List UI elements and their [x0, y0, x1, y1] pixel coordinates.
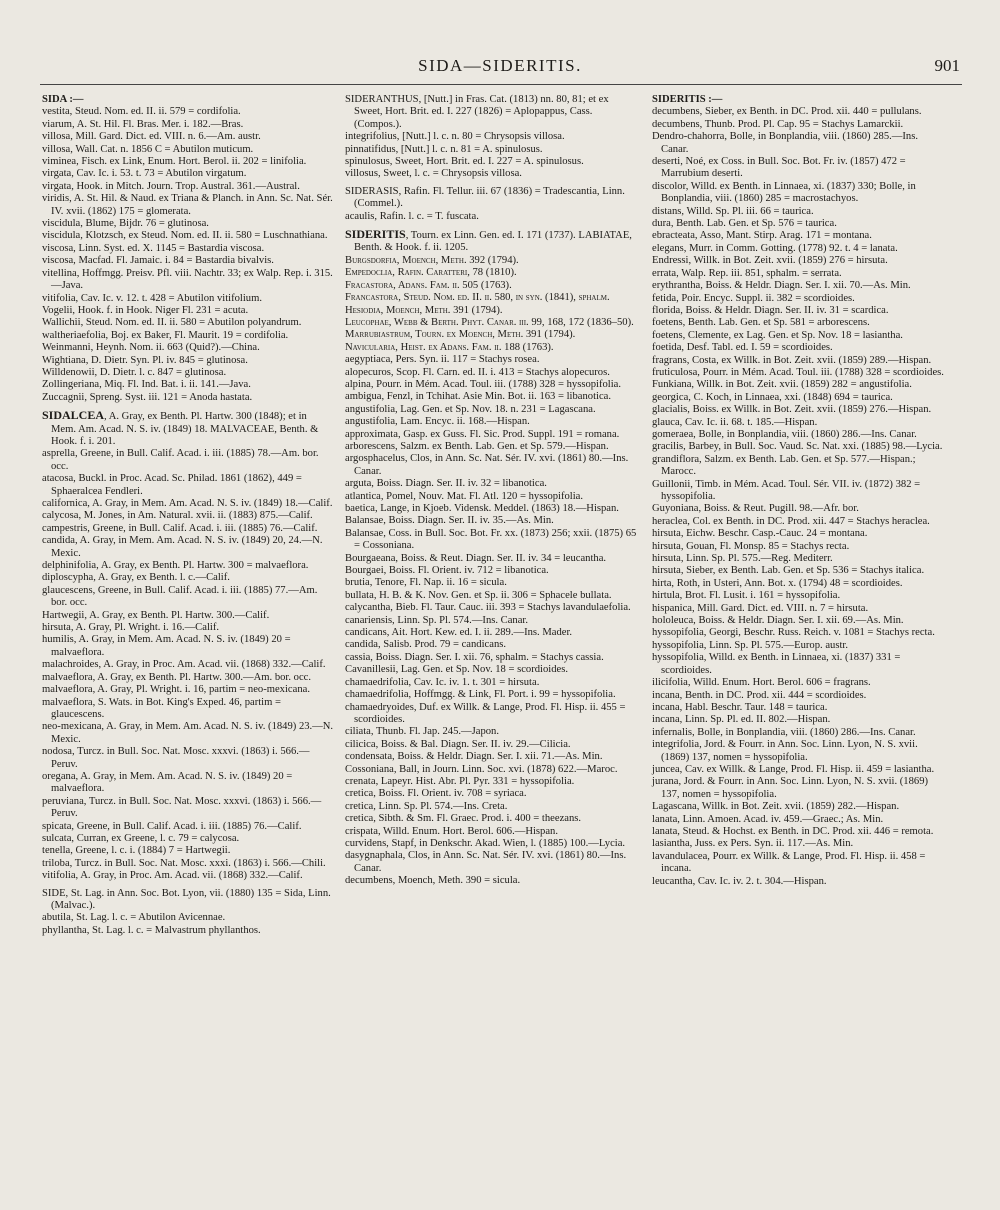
- list-item: arguta, Boiss. Diagn. Ser. II. iv. 32 = libanotica.: [345, 478, 547, 490]
- list-item: erythrantha, Boiss. & Heldr. Diagn. Ser. I. xii. 70.—As. Min.: [652, 280, 911, 292]
- list-item: hyssopifolia, Georgi, Beschr. Russ. Reich. v. 1081 = Stachys recta.: [652, 627, 935, 639]
- list-item: deserti, Noé, ex Coss. in Bull. Soc. Bot. Fr. iv. (1857) 472 = Marrubium deserti.: [652, 156, 906, 180]
- list-item: florida, Boiss. & Heldr. Diagn. Ser. II. iv. 31 = scardica.: [652, 304, 889, 316]
- list-item: hirsuta, Eichw. Beschr. Casp.-Cauc. 24 = montana.: [652, 528, 868, 540]
- list-item: hispanica, Mill. Gard. Dict. ed. VIII. n. 7 = hirsuta.: [652, 602, 869, 614]
- list-item: dasygnaphala, Clos, in Ann. Sc. Nat. Sér. IV. xvi. (1861) 80.—Ins. Canar.: [345, 850, 627, 874]
- list-item: hirtula, Brot. Fl. Lusit. i. 161 = hyssopifolia.: [652, 590, 841, 602]
- list-item: Dendro-chahorra, Bolle, in Bonplandia, viii. (1860) 285.—Ins. Canar.: [652, 131, 918, 155]
- list-item: lasiantha, Juss. ex Pers. Syn. ii. 117.—As. Min.: [652, 838, 854, 850]
- genus-entry: [345, 228, 637, 255]
- list-item: fetida, Poir. Encyc. Suppl. ii. 382 = scordioides.: [652, 292, 855, 304]
- list-item: villosa, Wall. Cat. n. 1856 C = Abutilon muticum.: [42, 143, 254, 155]
- list-item: Vogelii, Hook. f. in Hook. Niger Fl. 231 = acuta.: [42, 304, 249, 316]
- list-item: gracilis, Barbey, in Bull. Soc. Vaud. Sc. Nat. xxi. (1885) 98.—Lycia.: [652, 441, 943, 453]
- list-item: canariensis, Linn. Sp. Pl. 574.—Ins. Canar.: [345, 614, 529, 626]
- list-item: leucantha, Cav. Ic. iv. 2. t. 304.—Hispan.: [652, 875, 827, 887]
- genus-text: , Tourn. ex Linn. Gen. ed. I. 171 (1737). LABIATAE, Benth. & Hook. f. ii. 1205.: [354, 230, 632, 254]
- list-item: vitifolia, Cav. Ic. v. 12. t. 428 = Abutilon vitifolium.: [42, 292, 262, 304]
- list-item: Willdenowii, D. Dietr. l. c. 847 = glutinosa.: [42, 366, 227, 378]
- list-item: hyssopifolia, Willd. ex Benth. in Linnaea, xi. (1837) 331 = scordioides.: [652, 652, 901, 676]
- list-item: ebracteata, Asso, Mant. Stirp. Arag. 171 = montana.: [652, 230, 872, 242]
- list-item: lanata, Steud. & Hochst. ex Benth. in DC. Prod. xii. 446 = remota.: [652, 825, 934, 837]
- list-item: ilicifolia, Willd. Enum. Hort. Berol. 606 = fragrans.: [652, 677, 871, 689]
- column-heading: SIDA :—: [42, 94, 84, 105]
- list-item: hirta, Roth, in Usteri, Ann. Bot. x. (1794) 48 = scordioides.: [652, 577, 903, 589]
- list-item: virgata, Hook. in Mitch. Journ. Trop. Austral. 361.—Austral.: [42, 180, 300, 192]
- list-item: curvidens, Stapf, in Denkschr. Akad. Wien, l. (1885) 100.—Lycia.: [345, 837, 626, 849]
- list-item: virgata, Cav. Ic. i. 53. t. 73 = Abutilon virgatum.: [42, 168, 247, 180]
- list-item: atacosa, Buckl. in Proc. Acad. Sc. Philad. 1861 (1862), 449 = Sphaeralcea Fendleri.: [42, 473, 302, 497]
- list-item: malvaeflora, A. Gray, ex Benth. Pl. Hartw. 300.—Am. bor. occ.: [42, 671, 311, 683]
- list-item: spicata, Greene, in Bull. Calif. Acad. i. iii. (1885) 76.—Calif.: [42, 820, 302, 832]
- list-item: alopecuros, Scop. Fl. Carn. ed. II. i. 413 = Stachys alopecuros.: [345, 366, 610, 378]
- list-item: Hartwegii, A. Gray, ex Benth. Pl. Hartw. 300.—Calif.: [42, 609, 270, 621]
- list-item: hirsuta, Linn. Sp. Pl. 575.—Reg. Mediterr.: [652, 553, 833, 565]
- list-item: candida, A. Gray, in Mem. Am. Acad. N. S. iv. (1849) 20, 24.—N. Mexic.: [42, 535, 323, 559]
- list-item: neo-mexicana, A. Gray, in Mem. Am. Acad. N. S. iv. (1849) 23.—N. Mexic.: [42, 721, 334, 745]
- list-item: Burgsdorfia, Moench, Meth. 392 (1794).: [345, 254, 519, 266]
- list-item: hirsuta, Gouan, Fl. Monsp. 85 = Stachys recta.: [652, 540, 850, 552]
- list-item: villosa, Mill. Gard. Dict. ed. VIII. n. 6.—Am. austr.: [42, 131, 261, 143]
- header-rule: [40, 84, 962, 85]
- list-item: pinnatifidus, [Nutt.] l. c. n. 81 = A. spinulosus.: [345, 143, 543, 155]
- list-item: crispata, Willd. Enum. Hort. Berol. 606.—Hispan.: [345, 825, 558, 837]
- list-item: arborescens, Salzm. ex Benth. Lab. Gen. et Sp. 579.—Hispan.: [345, 440, 609, 452]
- list-item: jurana, Jord. & Fourr. in Ann. Soc. Linn. Lyon, N. S. xvii. (1869) 137, nomen = hyssopifolia.: [652, 776, 929, 800]
- list-item: hirsuta, Sieber, ex Benth. Lab. Gen. et Sp. 536 = Stachys italica.: [652, 565, 925, 577]
- list-item: Guyoniana, Boiss. & Reut. Pugill. 98.—Afr. bor.: [652, 503, 859, 515]
- genus-text: , A. Gray, ex Benth. Pl. Hartw. 300 (1848); et in Mem. Am. Acad. N. S. iv. (1849) 18. MALVACEAE, Benth. & Hook. f. i. 201.: [51, 411, 319, 447]
- page-header: [0, 56, 1000, 80]
- list-item: diploscypha, A. Gray, ex Benth. l. c.—Calif.: [42, 572, 230, 584]
- list-item: incana, Benth. in DC. Prod. xii. 444 = scordioides.: [652, 689, 867, 701]
- list-item: argosphacelus, Clos, in Ann. Sc. Nat. Sér. IV. xvi. (1861) 80.—Ins. Canar.: [345, 453, 629, 477]
- list-item: hirsuta, A. Gray, Pl. Wright. i. 16.—Calif.: [42, 622, 220, 634]
- list-item: viridis, A. St. Hil. & Naud. ex Triana & Planch. in Ann. Sc. Nat. Sér. IV. xvii. (1862) 175 = glomerata.: [42, 193, 333, 217]
- list-item: bullata, H. B. & K. Nov. Gen. et Sp. ii. 306 = Sphacele bullata.: [345, 589, 612, 601]
- list-item: vitellina, Hoffmgg. Preisv. Pfl. viii. Nachtr. 33; ex Walp. Rep. i. 315.—Java.: [42, 267, 333, 292]
- list-item: cassia, Boiss. Diagn. Ser. I. xii. 76, sphalm. = Stachys cassia.: [345, 651, 604, 663]
- list-item: lanata, Linn. Amoen. Acad. iv. 459.—Graec.; As. Min.: [652, 813, 884, 825]
- list-item: peruviana, Turcz. in Bull. Soc. Nat. Mosc. xxxvi. (1863) i. 566.—Peruv.: [42, 795, 322, 820]
- list-item: vitifolia, A. Gray, in Proc. Am. Acad. vii. (1868) 332.—Calif.: [42, 870, 303, 882]
- list-item: vestita, Steud. Nom. ed. II. ii. 579 = cordifolia.: [42, 106, 241, 118]
- list-item: phyllantha, St. Lag. l. c. = Malvastrum phyllanthos.: [42, 924, 261, 936]
- list-item: approximata, Gasp. ex Guss. Fl. Sic. Prod. Suppl. 191 = romana.: [345, 428, 620, 440]
- list-item: candida, Salisb. Prod. 79 = candicans.: [345, 639, 507, 651]
- list-item: Cossoniana, Ball, in Journ. Linn. Soc. xvi. (1878) 622.—Maroc.: [345, 763, 618, 775]
- list-item: Cavanillesii, Lag. Gen. et Sp. Nov. 18 = scordioides.: [345, 664, 569, 676]
- column-heading: SIDERITIS :—: [652, 94, 723, 105]
- list-item: malvaeflora, S. Wats. in Bot. King's Exped. 46, partim = glaucescens.: [42, 696, 281, 720]
- list-item: nodosa, Turcz. in Bull. Soc. Nat. Mosc. xxxvi. (1863) i. 566.—Peruv.: [42, 746, 310, 770]
- list-item: viarum, A. St. Hil. Fl. Bras. Mer. i. 182.—Bras.: [42, 118, 244, 130]
- genus-entry: [42, 409, 334, 448]
- list-item: fruticulosa, Pourr. in Mém. Acad. Toul. iii. (1788) 328 = scordioides.: [652, 366, 944, 378]
- list-item: calycantha, Bieb. Fl. Taur. Cauc. iii. 393 = Stachys lavandulaefolia.: [345, 602, 631, 614]
- list-item: villosus, Sweet, l. c. = Chrysopsis villosa.: [345, 168, 522, 180]
- list-item: glacialis, Boiss. ex Willk. in Bot. Zeit. xvii. (1859) 276.—Hispan.: [652, 404, 932, 416]
- list-item: spinulosus, Sweet, Hort. Brit. ed. I. 227 = A. spinulosus.: [345, 156, 584, 168]
- list-item: ambigua, Fenzl, in Tchihat. Asie Min. Bot. ii. 163 = libanotica.: [345, 391, 612, 403]
- list-item: fragrans, Costa, ex Willk. in Bot. Zeit. xvii. (1859) 289.—Hispan.: [652, 354, 932, 366]
- list-item: chamaedrifolia, Hoffmgg. & Link, Fl. Port. i. 99 = hyssopifolia.: [345, 689, 616, 701]
- list-item: Leucophae, Webb & Berth. Phyt. Canar. iii. 99, 168, 172 (1836–50).: [345, 316, 634, 328]
- list-item: delphinifolia, A. Gray, ex Benth. Pl. Hartw. 300 = malvaeflora.: [42, 560, 309, 572]
- list-item: georgica, C. Koch, in Linnaea, xxi. (1848) 694 = taurica.: [652, 391, 893, 403]
- list-item: Wightiana, D. Dietr. Syn. Pl. iv. 845 = glutinosa.: [42, 354, 248, 366]
- list-item: Zuccagnii, Spreng. Syst. iii. 121 = Anoda hastata.: [42, 391, 253, 403]
- list-item: cilicica, Boiss. & Bal. Diagn. Ser. II. iv. 29.—Cilicia.: [345, 738, 571, 750]
- list-item: hololeuca, Boiss. & Heldr. Diagn. Ser. I. xii. 69.—As. Min.: [652, 615, 904, 627]
- entry-list: [345, 94, 637, 181]
- list-item: gomeraea, Bolle, in Bonplandia, viii. (1860) 286.—Ins. Canar.: [652, 428, 917, 440]
- list-item: viscosa, Macfad. Fl. Jamaic. i. 84 = Bastardia bivalvis.: [42, 255, 274, 267]
- list-item: discolor, Willd. ex Benth. in Linnaea, xi. (1837) 330; Bolle, in Bonplandia, viii. (1860) 285 = macrostachyos.: [652, 180, 916, 205]
- list-item: Bourgaei, Boiss. Fl. Orient. iv. 712 = libanotica.: [345, 565, 549, 577]
- list-item: atlantica, Pomel, Nouv. Mat. Fl. Atl. 120 = hyssopifolia.: [345, 490, 584, 502]
- list-item: Balansae, Coss. in Bull. Soc. Bot. Fr. xx. (1873) 256; xxii. (1875) 65 = Cossoniana.: [345, 527, 637, 552]
- list-item: ciliata, Thunb. Fl. Jap. 245.—Japon.: [345, 726, 499, 738]
- list-item: infernalis, Bolle, in Bonplandia, viii. (1860) 286.—Ins. Canar.: [652, 726, 916, 738]
- list-item: foetida, Desf. Tabl. ed. I. 59 = scordioides.: [652, 342, 833, 354]
- entry-list: [345, 186, 637, 223]
- synonym-list: [345, 255, 637, 354]
- list-item: malachroides, A. Gray, in Proc. Am. Acad. vii. (1868) 332.—Calif.: [42, 659, 326, 671]
- genus-heading: SIDALCEA: [42, 408, 105, 423]
- list-item: Funkiana, Willk. in Bot. Zeit. xvii. (1859) 282 = angustifolia.: [652, 379, 912, 391]
- list-item: hyssopifolia, Linn. Sp. Pl. 575.—Europ. austr.: [652, 639, 848, 651]
- column-3: [652, 94, 944, 888]
- page-number: 901: [934, 56, 960, 75]
- list-item: integrifolia, Jord. & Fourr. in Ann. Soc. Linn. Lyon, N. S. xvii. (1869) 137, nomen = hyssopifolia.: [652, 739, 918, 763]
- column-2: [345, 94, 637, 888]
- list-item: glauca, Cav. Ic. ii. 68. t. 185.—Hispan.: [652, 416, 818, 428]
- list-item: angustifolia, Lam. Encyc. ii. 168.—Hispan.: [345, 416, 530, 428]
- list-item: californica, A. Gray, in Mem. Am. Acad. N. S. iv. (1849) 18.—Calif.: [42, 498, 333, 509]
- list-item: Navicularia, Heist. ex Adans. Fam. ii. 188 (1763).: [345, 341, 554, 353]
- list-item: decumbens, Thunb. Prod. Pl. Cap. 95 = Stachys Lamarckii.: [652, 118, 904, 130]
- list-item: waltheriaefolia, Boj. ex Baker, Fl. Maurit. 19 = cordifolia.: [42, 329, 289, 341]
- list-item: Wallichii, Steud. Nom. ed. II. ii. 580 = Abutilon polyandrum.: [42, 317, 302, 329]
- list-item: alpina, Pourr. in Mém. Acad. Toul. iii. (1788) 328 = hyssopifolia.: [345, 378, 622, 390]
- list-item: cretica, Boiss. Fl. Orient. iv. 708 = syriaca.: [345, 788, 527, 800]
- list-item: Francastora, Steud. Nom. ed. II. ii. 580, in syn. (1841), sphalm.: [345, 292, 610, 304]
- list-item: heraclea, Col. ex Benth. in DC. Prod. xii. 447 = Stachys heraclea.: [652, 515, 930, 527]
- list-item: juncea, Cav. ex Willk. & Lange, Prod. Fl. Hisp. ii. 459 = lasiantha.: [652, 763, 935, 775]
- list-item: SIDE, St. Lag. in Ann. Soc. Bot. Lyon, vii. (1880) 135 = Sida, Linn. (Malvac.).: [42, 887, 331, 911]
- list-item: condensata, Boiss. & Heldr. Diagn. Ser. I. xii. 71.—As. Min.: [345, 751, 603, 763]
- list-item: campestris, Greene, in Bull. Calif. Acad. i. iii. (1885) 76.—Calif.: [42, 522, 318, 534]
- list-item: Balansae, Boiss. Diagn. Ser. II. iv. 35.—As. Min.: [345, 515, 554, 527]
- list-item: malvaeflora, A. Gray, Pl. Wright. i. 16, partim = neo-mexicana.: [42, 684, 310, 696]
- list-item: SIDERASIS, Rafin. Fl. Tellur. iii. 67 (1836) = Tradescantia, Linn. (Commel.).: [345, 185, 625, 210]
- list-item: oregana, A. Gray, in Mem. Am. Acad. N. S. iv. (1849) 20 = malvaeflora.: [42, 770, 293, 795]
- list-item: abutila, St. Lag. l. c. = Abutilon Avicennae.: [42, 912, 226, 924]
- column-1: [42, 94, 334, 937]
- list-item: crenata, Lapeyr. Hist. Abr. Pl. Pyr. 331 = hyssopifolia.: [345, 775, 575, 787]
- list-item: cretica, Sibth. & Sm. Fl. Graec. Prod. i. 400 = theezans.: [345, 813, 582, 825]
- list-item: glaucescens, Greene, in Bull. Calif. Acad. i. iii. (1885) 77.—Am. bor. occ.: [42, 584, 318, 609]
- entry-list: [42, 888, 334, 938]
- list-item: distans, Willd. Sp. Pl. iii. 66 = taurica.: [652, 205, 814, 217]
- list-item: incana, Linn. Sp. Pl. ed. II. 802.—Hispan.: [652, 714, 831, 726]
- list-item: dura, Benth. Lab. Gen. et Sp. 576 = taurica.: [652, 218, 837, 230]
- list-item: calycosa, M. Jones, in Am. Natural. xvii. ii. (1883) 875.—Calif.: [42, 510, 313, 522]
- list-item: Zollingeriana, Miq. Fl. Ind. Bat. i. ii. 141.—Java.: [42, 379, 251, 391]
- list-item: foetens, Benth. Lab. Gen. et Sp. 581 = arborescens.: [652, 317, 870, 329]
- list-item: Endressi, Willk. in Bot. Zeit. xvii. (1859) 276 = hirsuta.: [652, 255, 888, 267]
- list-item: Guillonii, Timb. in Mém. Acad. Toul. Sér. VII. iv. (1872) 382 = hyssopifolia.: [652, 478, 921, 502]
- list-item: integrifolius, [Nutt.] l. c. n. 80 = Chrysopsis villosa.: [345, 131, 565, 143]
- list-item: viscidula, Blume, Bijdr. 76 = glutinosa.: [42, 218, 209, 230]
- list-item: Lagascana, Willk. in Bot. Zeit. xvii. (1859) 282.—Hispan.: [652, 801, 900, 813]
- list-item: asprella, Greene, in Bull. Calif. Acad. i. iii. (1885) 78.—Am. bor. occ.: [42, 448, 319, 472]
- list-item: incana, Habl. Beschr. Taur. 148 = taurica.: [652, 701, 828, 713]
- list-item: Empedoclia, Rafin. Caratteri, 78 (1810).: [345, 267, 517, 279]
- entry-list: [345, 354, 637, 887]
- list-item: foetens, Clemente, ex Lag. Gen. et Sp. Nov. 18 = lasiantha.: [652, 329, 903, 341]
- list-item: decumbens, Moench, Meth. 390 = sicula.: [345, 875, 521, 887]
- list-item: aegyptiaca, Pers. Syn. ii. 117 = Stachys rosea.: [345, 354, 540, 366]
- list-item: acaulis, Rafin. l. c. = T. fuscata.: [345, 210, 479, 222]
- list-item: Hesiodia, Moench, Meth. 391 (1794).: [345, 304, 503, 316]
- list-item: Marrubiastrum, Tourn. ex Moench, Meth. 391 (1794).: [345, 329, 576, 341]
- list-item: viscidula, Klotzsch, ex Steud. Nom. ed. II. ii. 580 = Luschnathiana.: [42, 230, 328, 242]
- list-item: sulcata, Curran, ex Greene, l. c. 79 = calycosa.: [42, 832, 240, 844]
- list-item: brutia, Tenore, Fl. Nap. ii. 16 = sicula.: [345, 577, 507, 589]
- genus-heading: SIDERITIS: [345, 227, 406, 242]
- list-item: decumbens, Sieber, ex Benth. in DC. Prod. xii. 440 = pullulans.: [652, 106, 922, 118]
- list-item: SIDERANTHUS, [Nutt.] in Fras. Cat. (1813) nn. 80, 81; et ex Sweet, Hort. Brit. ed. I. 227 (1826) = Aplopappus, Cass. (Compos.).: [345, 94, 609, 130]
- running-title: SIDA—SIDERITIS.: [418, 56, 582, 75]
- list-item: chamaedryoides, Duf. ex Willk. & Lange, Prod. Fl. Hisp. ii. 455 = scordioides.: [345, 701, 626, 725]
- list-item: Bourgaeana, Boiss. & Reut. Diagn. Ser. II. iv. 34 = leucantha.: [345, 552, 607, 564]
- list-item: grandiflora, Salzm. ex Benth. Lab. Gen. et Sp. 577.—Hispan.; Marocc.: [652, 453, 916, 478]
- entry-list: [42, 448, 334, 882]
- list-item: baetica, Lange, in Kjoeb. Vidensk. Meddel. (1863) 18.—Hispan.: [345, 503, 619, 514]
- list-item: elegans, Murr. in Comm. Gotting. (1778) 92. t. 4 = lanata.: [652, 242, 898, 254]
- list-item: Weinmanni, Heynh. Nom. ii. 663 (Quid?).—China.: [42, 342, 260, 354]
- list-item: tenella, Greene, l. c. i. (1884) 7 = Hartwegii.: [42, 845, 231, 857]
- list-item: cretica, Linn. Sp. Pl. 574.—Ins. Creta.: [345, 800, 508, 812]
- entry-list: [42, 106, 334, 404]
- list-item: errata, Walp. Rep. iii. 851, sphalm. = serrata.: [652, 267, 842, 279]
- list-item: angustifolia, Lag. Gen. et Sp. Nov. 18. n. 231 = Lagascana.: [345, 403, 596, 415]
- list-item: candicans, Ait. Hort. Kew. ed. I. ii. 289.—Ins. Mader.: [345, 627, 573, 639]
- list-item: chamaedrifolia, Cav. Ic. iv. 1. t. 301 = hirsuta.: [345, 676, 540, 688]
- list-item: Fracastora, Adans. Fam. ii. 505 (1763).: [345, 279, 512, 291]
- list-item: viscosa, Linn. Syst. ed. X. 1145 = Bastardia viscosa.: [42, 242, 265, 254]
- list-item: triloba, Turcz. in Bull. Soc. Nat. Mosc. xxxi. (1863) i. 566.—Chili.: [42, 857, 326, 869]
- entry-list: [652, 106, 944, 888]
- list-item: viminea, Fisch. ex Link, Enum. Hort. Berol. ii. 202 = linifolia.: [42, 156, 307, 168]
- list-item: humilis, A. Gray, in Mem. Am. Acad. N. S. iv. (1849) 20 = malvaeflora.: [42, 634, 291, 658]
- list-item: lavandulacea, Pourr. ex Willk. & Lange, Prod. Fl. Hisp. ii. 458 = incana.: [652, 850, 926, 875]
